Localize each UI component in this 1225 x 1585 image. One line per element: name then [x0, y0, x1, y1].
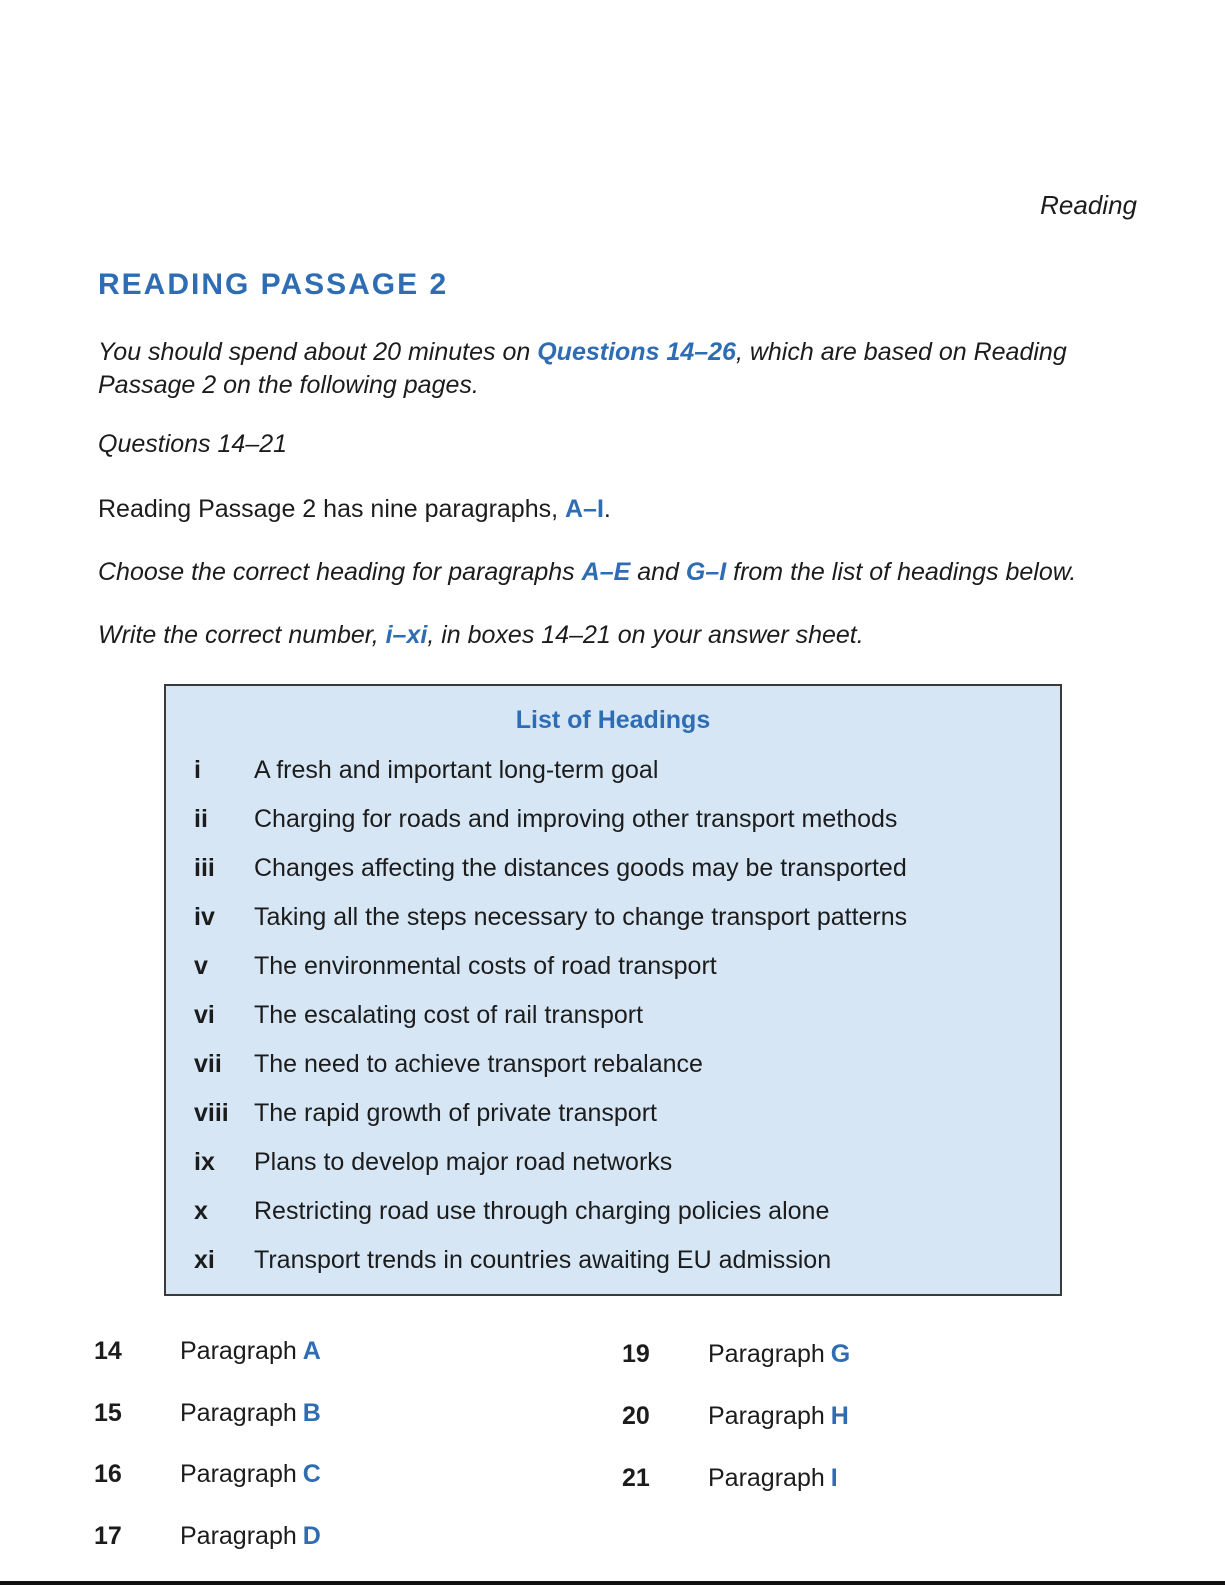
paragraph-info: Reading Passage 2 has nine paragraphs, A–I.	[98, 495, 611, 523]
question-letter: G	[830, 1340, 851, 1368]
heading-numeral: iv	[194, 903, 215, 931]
question-number: 15	[94, 1399, 122, 1427]
heading-item	[194, 1197, 829, 1226]
choose-instruction: Choose the correct heading for paragraphs A–E and G–I from the list of headings below.	[98, 558, 1077, 586]
question-row	[94, 1399, 321, 1428]
heading-item	[194, 1246, 831, 1275]
heading-item	[194, 952, 717, 981]
heading-item	[194, 805, 897, 834]
heading-text: Plans to develop major road networks	[254, 1148, 673, 1176]
question-label: Paragraph	[708, 1402, 825, 1430]
question-number: 16	[94, 1460, 122, 1488]
heading-numeral: iii	[194, 854, 215, 882]
heading-text: The rapid growth of private transport	[254, 1099, 657, 1127]
question-label: Paragraph	[180, 1337, 297, 1365]
heading-text: Taking all the steps necessary to change transport patterns	[254, 903, 908, 931]
page-bottom-divider	[0, 1581, 1225, 1585]
heading-item	[194, 1148, 672, 1177]
heading-text: Restricting road use through charging policies alone	[254, 1197, 830, 1225]
heading-numeral: vii	[194, 1050, 222, 1078]
heading-text: Changes affecting the distances goods may be transported	[254, 854, 907, 882]
question-label: Paragraph	[180, 1522, 297, 1550]
question-label: Paragraph	[708, 1464, 825, 1492]
question-letter: B	[302, 1399, 321, 1427]
question-row	[94, 1337, 321, 1366]
question-label: Paragraph	[180, 1460, 297, 1488]
heading-text: The environmental costs of road transport	[254, 952, 717, 980]
intro-instruction: You should spend about 20 minutes on Questions 14–26, which are based on Reading Passage 2 on the following pages.	[98, 338, 1067, 399]
heading-item	[194, 854, 907, 883]
heading-text: A fresh and important long-term goal	[254, 756, 659, 784]
heading-numeral: x	[194, 1197, 208, 1225]
question-row	[94, 1460, 321, 1489]
question-letter: A	[302, 1337, 321, 1365]
heading-numeral: vi	[194, 1001, 215, 1029]
question-letter: D	[302, 1522, 321, 1550]
heading-item	[194, 1099, 657, 1128]
heading-numeral: v	[194, 952, 208, 980]
heading-text: The escalating cost of rail transport	[254, 1001, 644, 1029]
heading-item	[194, 1050, 703, 1079]
question-number: 20	[622, 1402, 650, 1430]
questions-range: Questions 14–21	[98, 430, 288, 458]
heading-numeral: ii	[194, 805, 208, 833]
question-row	[622, 1402, 849, 1431]
question-number: 14	[94, 1337, 122, 1365]
question-letter: I	[830, 1464, 838, 1492]
heading-text: The need to achieve transport rebalance	[254, 1050, 703, 1078]
question-row	[94, 1522, 321, 1551]
passage-title: READING PASSAGE 2	[98, 268, 449, 301]
heading-item	[194, 1001, 643, 1030]
heading-item	[194, 756, 658, 785]
question-row	[622, 1340, 850, 1369]
heading-numeral: viii	[194, 1099, 229, 1127]
question-number: 19	[622, 1340, 650, 1368]
list-of-headings-box	[164, 684, 1062, 1296]
question-label: Paragraph	[180, 1399, 297, 1427]
heading-numeral: ix	[194, 1148, 215, 1176]
heading-text: Transport trends in countries awaiting EU admission	[254, 1246, 832, 1274]
question-number: 21	[622, 1464, 650, 1492]
heading-item	[194, 903, 907, 932]
question-letter: H	[830, 1402, 849, 1430]
heading-text: Charging for roads and improving other transport methods	[254, 805, 898, 833]
write-instruction: Write the correct number, i–xi, in boxes 14–21 on your answer sheet.	[98, 621, 864, 649]
section-label: Reading	[1040, 190, 1137, 220]
question-number: 17	[94, 1522, 122, 1550]
question-letter: C	[302, 1460, 321, 1488]
question-row	[622, 1464, 838, 1493]
question-label: Paragraph	[708, 1340, 825, 1368]
questions-highlight: Questions 14–26	[537, 338, 736, 366]
heading-numeral: i	[194, 756, 201, 784]
list-of-headings-title: List of Headings	[515, 706, 711, 734]
heading-numeral: xi	[194, 1246, 215, 1274]
